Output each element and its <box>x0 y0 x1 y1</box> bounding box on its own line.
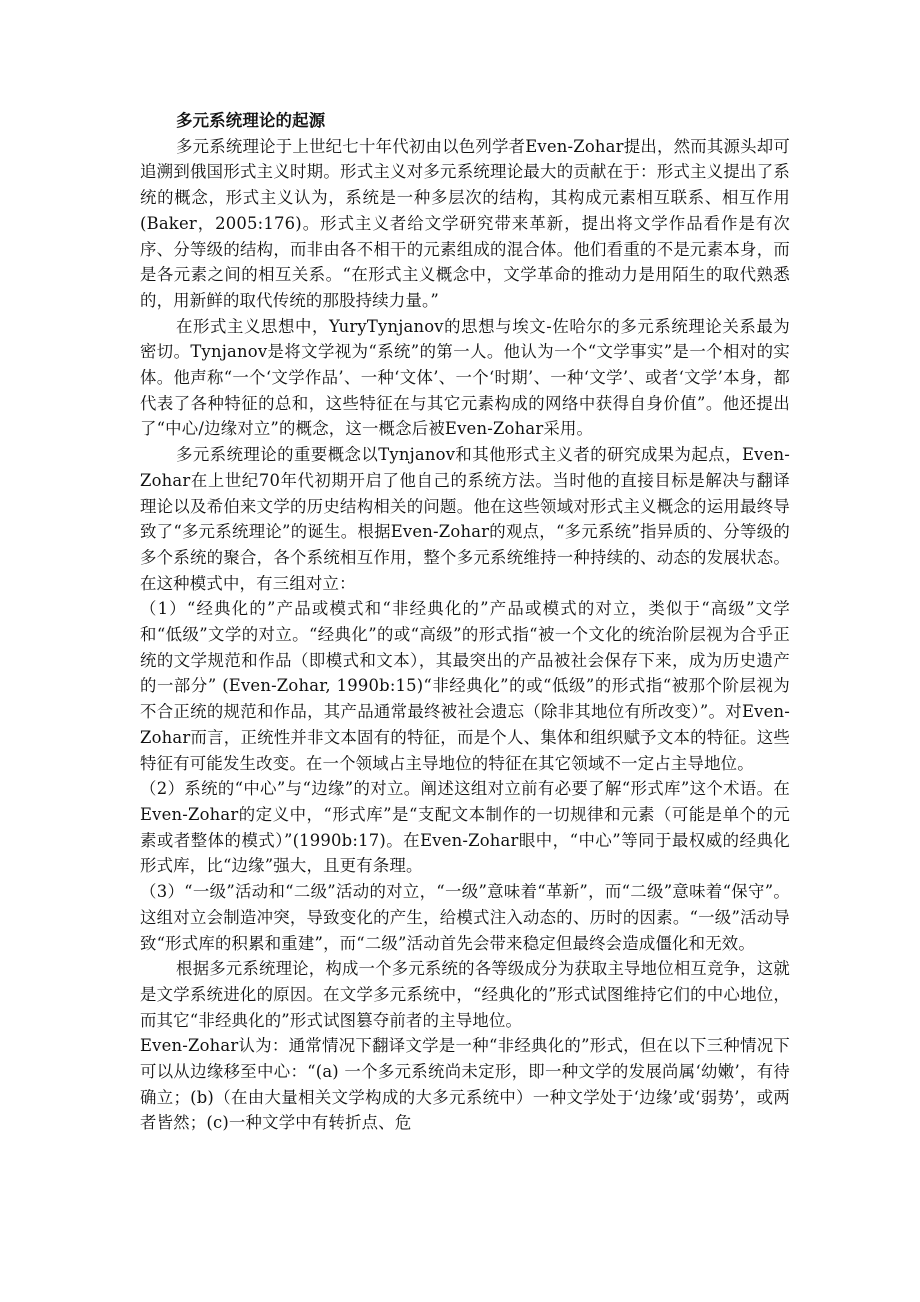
paragraph-translated-literature: Even-Zohar认为：通常情况下翻译文学是一种“非经典化的”形式，但在以下三种情况下可以从边缘移至中心：“(a) 一个多元系统尚未定形，即一种文学的发展尚属‘幼嫩’，有待确立；(b)（在由大量相关文学构成的大多元系统中）一种文学处于‘边缘’或‘弱势’，或两者皆然；(c)一种文学中有转折点、危 <box>140 1036 790 1133</box>
paragraph-competition: 根据多元系统理论，构成一个多元系统的各等级成分为获取主导地位相互竞争，这就是文学系统进化的原因。在文学多元系统中，“经典化的”形式试图维持它们的中心地位，而其它“非经典化的”形式试图篡夺前者的主导地位。 <box>140 959 790 1030</box>
paragraph-polysystem-concept: 多元系统理论的重要概念以Tynjanov和其他形式主义者的研究成果为起点，Even-Zohar在上世纪70年代初期开启了他自己的系统方法。当时他的直接目标是解决与翻译理论以及希伯来文学的历史结构相关的问题。他在这些领域对形式主义概念的运用最终导致了“多元系统理论”的诞生。根据Even-Zohar的观点，“多元系统”指异质的、分等级的多个系统的聚合，各个系统相互作用，整个多元系统维持一种持续的、动态的发展状态。在这种模式中，有三组对立： <box>140 445 790 593</box>
paragraph-opposition-2: （2）系统的“中心”与“边缘”的对立。阐述这组对立前有必要了解“形式库”这个术语。在Even-Zohar的定义中，“形式库”是“支配文本制作的一切规律和元素（可能是单个的元素或者整体的模式）”(1990b:17)。在Even-Zohar眼中，“中心”等同于最权威的经典化形式库，比“边缘”强大，且更有条理。 <box>140 779 790 876</box>
paragraph-origin: 多元系统理论于上世纪七十年代初由以色列学者Even-Zohar提出，然而其源头却可追溯到俄国形式主义时期。形式主义对多元系统理论最大的贡献在于：形式主义提出了系统的概念，形式主义认为，系统是一种多层次的结构，其构成元素相互联系、相互作用(Baker，2005:176)。形式主义者给文学研究带来革新，提出将文学作品看作是有次序、分等级的结构，而非由各不相干的元素组成的混合体。他们看重的不是元素本身，而是各元素之间的相互关系。“在形式主义概念中，文学革命的推动力是用陌生的取代熟悉的，用新鲜的取代传统的那股持续力量。” <box>140 136 790 310</box>
paragraph-tynjanov: 在形式主义思想中，YuryTynjanov的思想与埃文-佐哈尔的多元系统理论关系最为密切。Tynjanov是将文学视为“系统”的第一人。他认为一个“文学事实”是一个相对的实体。他声称“一个‘文学作品’、一种‘文体’、一个‘时期’、一种‘文学’、或者‘文学’本身，都代表了各种特征的总和，这些特征在与其它元素构成的网络中获得自身价值”。他还提出了“中心/边缘对立”的概念，这一概念后被Even-Zohar采用。 <box>140 316 790 439</box>
document-body <box>140 108 790 1136</box>
paragraph-opposition-1: （1）“经典化的”产品或模式和“非经典化的”产品或模式的对立，类似于“高级”文学和“低级”文学的对立。“经典化”的或“高级”的形式指“被一个文化的统治阶层视为合乎正统的文学规范和作品（即模式和文本），其最突出的产品被社会保存下来，成为历史遗产的一部分” (Even-Zohar, 1990b:15)“非经典化”的或“低级”的形式指“被那个阶层视为不合正统的规范和作品，其产品通常最终被社会遗忘（除非其地位有所改变）”。对Even-Zohar而言，正统性并非文本固有的特征，而是个人、集体和组织赋予文本的特征。这些特征有可能发生改变。在一个领域占主导地位的特征在其它领域不一定占主导地位。 <box>140 599 790 773</box>
section-title: 多元系统理论的起源 <box>176 111 326 130</box>
paragraph-opposition-3: （3）“一级”活动和“二级”活动的对立，“一级”意味着“革新”，而“二级”意味着“保守”。这组对立会制造冲突，导致变化的产生，给模式注入动态的、历时的因素。“一级”活动导致“形式库的积累和重建”，而“二级”活动首先会带来稳定但最终会造成僵化和无效。 <box>140 882 790 953</box>
